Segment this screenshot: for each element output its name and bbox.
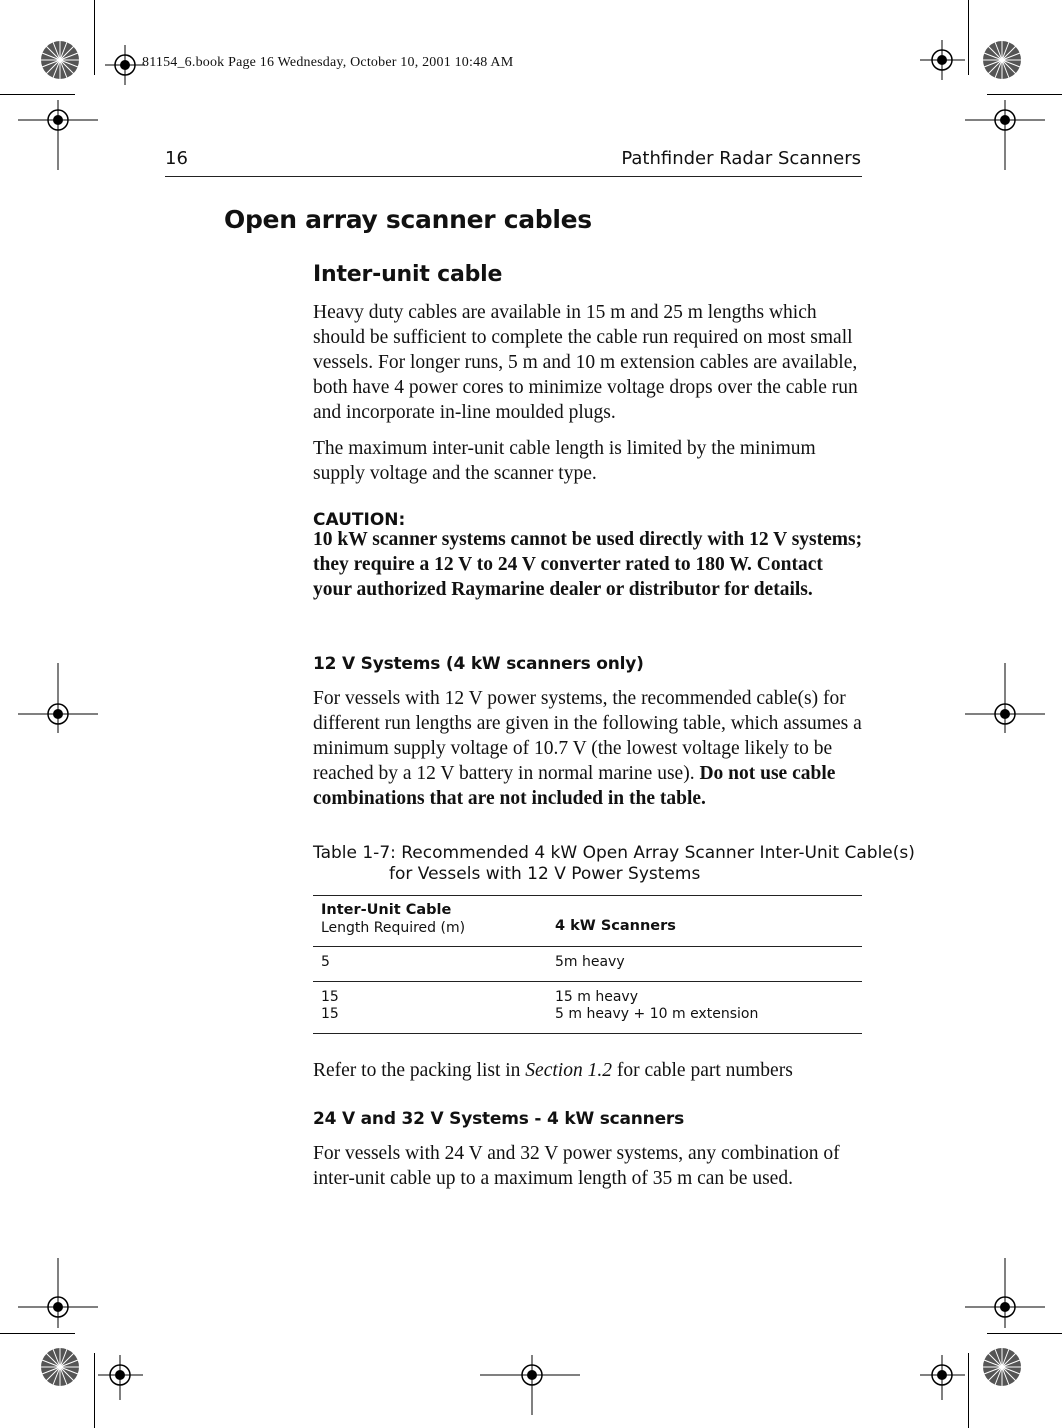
registration-target-icon [105,45,145,85]
packing-note-after: for cable part numbers [611,1060,793,1081]
table-row-3-length: 15 [321,1006,339,1022]
heading-24v-32v-systems: 24 V and 32 V Systems - 4 kW scanners [313,1109,685,1129]
section-reference-link: Section 1.2 [525,1060,612,1081]
table-caption-line2: for Vessels with 12 V Power Systems [389,864,701,884]
registration-target-icon [965,100,1045,170]
star-target-icon [40,40,80,80]
registration-target-icon [965,663,1045,733]
table-row-3-cable: 5 m heavy + 10 m extension [555,1006,759,1022]
running-title: Pathfinder Radar Scanners [621,148,861,169]
star-target-icon [982,40,1022,80]
table-row-2-length: 15 [321,989,339,1005]
table-row-rule [313,981,862,982]
table-row-2-cable: 15 m heavy [555,989,638,1005]
registration-target-icon [920,40,965,80]
subsection-heading-inter-unit: Inter-unit cable [313,262,503,287]
star-target-icon [982,1347,1022,1387]
table-caption-line1: Table 1-7: Recommended 4 kW Open Array Scanner Inter-Unit Cable(s) [313,843,915,863]
registration-target-icon [480,1355,580,1415]
registration-target-icon [18,1258,98,1328]
paragraph-max-length: The maximum inter-unit cable length is limited by the minimum supply voltage and the scanner type. [313,438,816,484]
table-caption [313,843,915,885]
paragraph-heavy-duty-cables: Heavy duty cables are available in 15 m and 25 m lengths which should be sufficient to complete the cable run required on most small vessels. For longer runs, 5 m and 10 m extension cables are available, both have 4 power cores to minimize voltage drops over the cable run and incorporate in-line moulded plugs. [313,302,858,423]
registration-target-icon [98,1355,143,1400]
table-header-rule [313,946,862,947]
table-col1-subtitle: Length Required (m) [321,920,466,936]
table-col1-title: Inter-Unit Cable [321,902,452,918]
table-col2-title: 4 kW Scanners [555,918,676,934]
section-title: Open array scanner cables [224,205,592,234]
caution-text: 10 kW scanner systems cannot be used directly with 12 V systems; they require a 12 V to 24 V converter rated to 180 W. Contact your authorized Raymarine dealer or distributor for details. [313,529,863,600]
table-row-1-cable: 5m heavy [555,954,625,970]
header-rule [165,176,862,177]
slug-line: 81154_6.book Page 16 Wednesday, October 10, 2001 10:48 AM [142,55,514,70]
packing-note-before: Refer to the packing list in [313,1060,526,1081]
paragraph-12v-warning: Do not use cable combinations that are not included in the table. [313,763,836,809]
paragraph-24v-32v-systems: For vessels with 24 V and 32 V power systems, any combination of inter-unit cable up to a maximum length of 35 m can be used. [313,1143,840,1189]
table-top-rule [313,895,862,896]
heading-12v-systems: 12 V Systems (4 kW scanners only) [313,654,644,674]
packing-list-note [313,1058,865,1083]
table-bottom-rule [313,1033,862,1034]
page-number: 16 [165,148,188,169]
table-row-1-length: 5 [321,954,330,970]
registration-target-icon [920,1355,965,1400]
paragraph-12v-text: For vessels with 12 V power systems, the recommended cable(s) for different run lengths are given in the following table, which assumes a minimum supply voltage of 10.7 V (the lowest voltage likely to be reached by a 12 V battery in normal marine use). [313,688,862,784]
registration-target-icon [965,1258,1045,1328]
caution-label: CAUTION: [313,510,406,530]
registration-target-icon [18,100,98,170]
registration-target-icon [18,663,98,733]
paragraph-12v-systems [313,686,865,811]
star-target-icon [40,1347,80,1387]
